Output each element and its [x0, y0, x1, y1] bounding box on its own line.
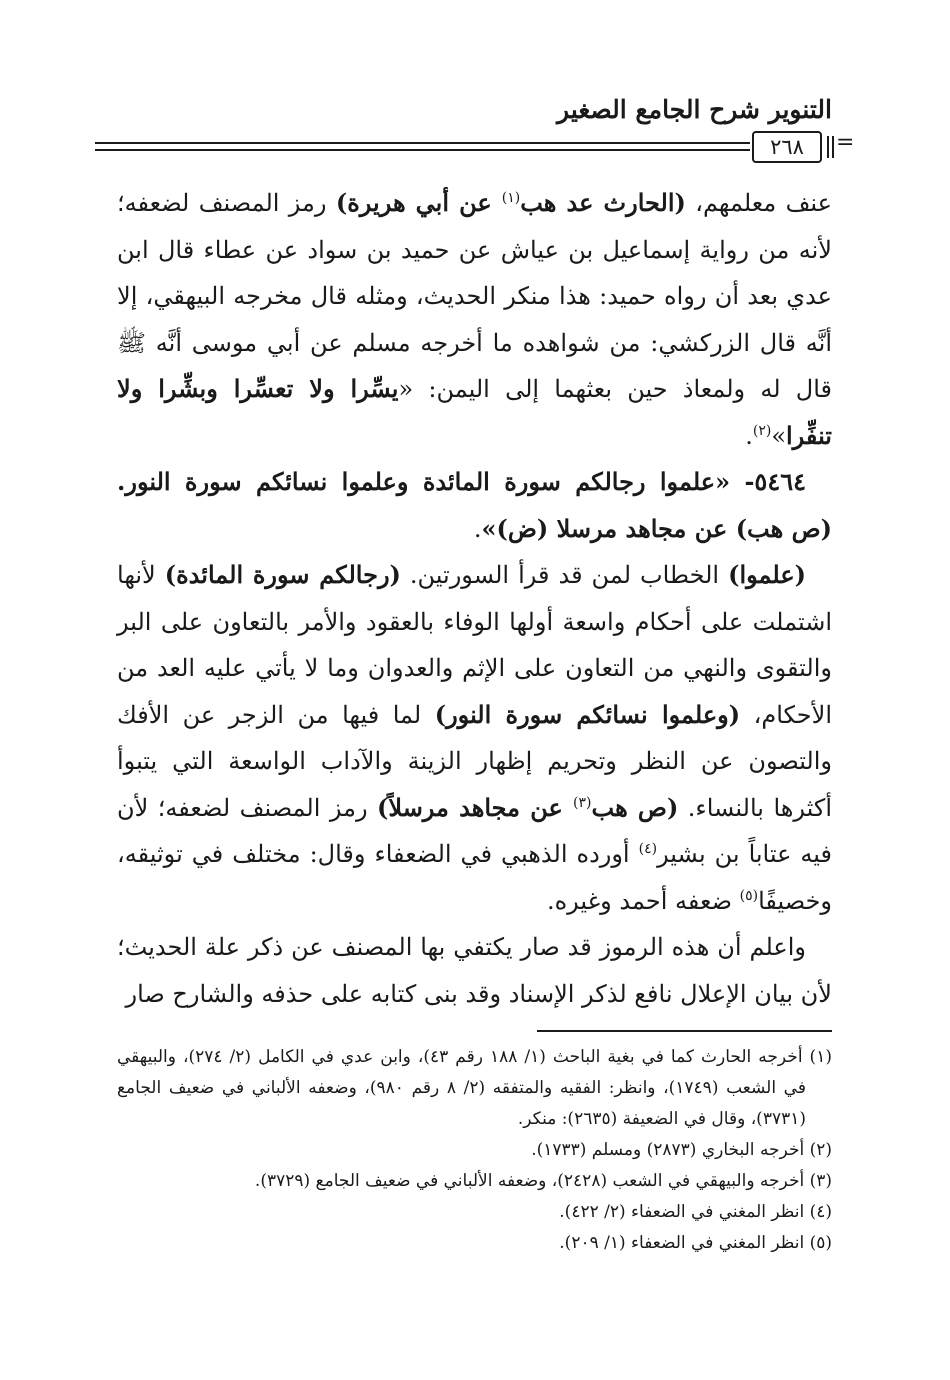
- paragraph-3: [117, 552, 832, 924]
- text-run: .: [745, 421, 753, 450]
- text-run: .: [473, 514, 482, 543]
- bold-run: (ص هب: [591, 792, 679, 822]
- footnote-ref: (٤): [638, 841, 658, 857]
- text-run: أورده الذهبي في الضعفاء وقال: مختلف في توثيقه، وخصيفًا: [117, 840, 832, 915]
- text-run: لأنها اشتملت على أحكام واسعة أولها الوفاء بالعقود والأمر بالتعاون على البر والتقوى والنهي من التعاون على الإثم والعدوان وما لا يأتي عليه العد من الأحكام،: [117, 561, 832, 729]
- text-run: رمز المصنف لضعفه؛ لأنه من رواية إسماعيل بن عياش عن حميد بن سواد عن عطاء قال ابن عدي بعد أن رواه حميد: هذا منكر الحديث، ومثله قال مخرجه البيهقي، إلا أنَّه قال الزركشي: من شواهده ما أخرجه مسلم عن أبي موسى أنَّه ﷺ قال له ولمعاذ حين بعثهما إلى اليمن: «: [117, 189, 832, 403]
- footnote-ref: (٢): [752, 422, 772, 439]
- text-run: »: [771, 421, 787, 450]
- bold-run: يسِّرا ولا تعسِّرا وبشِّرا ولا تنفِّرا: [117, 374, 832, 450]
- footnote-ref: (٣): [573, 794, 592, 811]
- text-run: ضعفه أحمد وغيره.: [546, 886, 740, 915]
- bold-run: (علموا): [728, 560, 807, 589]
- text-run: رمز المصنف لضعفه؛ لأن فيه عتاباً بن بشير: [117, 793, 832, 868]
- running-title: التنوير شرح الجامع الصغير: [557, 95, 832, 124]
- text-run: الخطاب لمن قد قرأ السورتين.: [400, 561, 729, 589]
- footnote: (٣) أخرجه والبيهقي في الشعب (٢٤٢٨)، وضعفه الألباني في ضعيف الجامع (٣٧٢٩).: [254, 1171, 832, 1191]
- hadith-entry: [117, 459, 832, 552]
- header-rule-bottom: [95, 149, 750, 151]
- footnote: (٢) أخرجه البخاري (٢٨٧٣) ومسلم (١٧٣٣).: [531, 1140, 832, 1160]
- page-number: ٢٦٨: [752, 131, 822, 163]
- text-run: عنف معلمهم،: [685, 189, 832, 217]
- paragraph-4: [117, 924, 832, 1017]
- paragraph-1: [117, 180, 832, 459]
- header-rule-top: [95, 142, 750, 144]
- footnote-ref: (٥): [739, 887, 759, 904]
- hadith-number: ٥٤٦٤-: [730, 467, 806, 496]
- bold-run: (وعلموا نسائكم سورة النور): [434, 699, 741, 729]
- hadith-text: «علموا رجالكم سورة المائدة وعلموا نسائكم سورة النور. (ص هب) عن مجاهد مرسلا (ض)»: [117, 467, 832, 543]
- bold-run: عن مجاهد مرسلاً): [377, 792, 574, 822]
- footnote: (٤) انظر المغني في الضعفاء (٢/ ٤٢٢).: [559, 1202, 832, 1222]
- text-run: واعلم أن هذه الرموز قد صار يكتفي بها المصنف عن ذكر علة الحديث؛ لأن بيان الإعلال نافع لذكر الإسناد وقد بنى كتابه على حذفه والشارح صار: [117, 933, 832, 1008]
- header-mark: =: [836, 130, 855, 155]
- bold-run: (الحارث عد هب: [520, 188, 686, 217]
- bold-run: (رجالكم سورة المائدة): [164, 560, 401, 589]
- footnotes: [117, 1042, 832, 1259]
- bold-run: عن أبي هريرة): [335, 188, 502, 217]
- footnote-separator: [537, 1030, 832, 1032]
- footnote: (١) أخرجه الحارث كما في بغية الباحث (١/ ١٨٨ رقم ٤٣)، وابن عدي في الكامل (٢/ ٢٧٤)، والبيهقي في الشعب (١٧٤٩)، وانظر: الفقيه والمتفقه (٢/ ٨ رقم ٩٨٠)، وضعفه الألباني في ضعيف الجامع (٣٧٣١)، وقال في الضعيفة (٢٦٣٥): منكر.: [117, 1047, 832, 1129]
- footnote: (٥) انظر المغني في الضعفاء (١/ ٢٠٩).: [559, 1233, 832, 1253]
- footnote-ref: (١): [501, 190, 521, 206]
- main-text: [117, 180, 832, 1017]
- text-run: لما فيها من الزجر عن الأفك والتصون عن النظر وتحريم إظهار الزينة والآداب الواسعة التي يتبوأ أكثرها بالنساء.: [117, 700, 833, 822]
